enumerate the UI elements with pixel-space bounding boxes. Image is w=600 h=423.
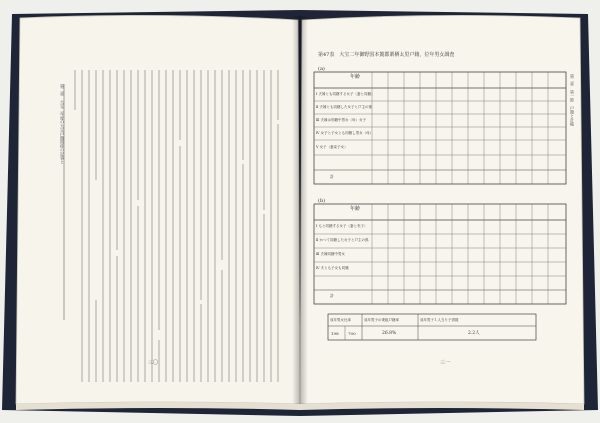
table-a-label: (a) xyxy=(318,66,325,72)
summary-header-1: 成年男女比率 xyxy=(330,318,351,322)
summary-header-2: 成年男子の乗組戸籍率 xyxy=(364,318,399,322)
row-label-b-3: Ⅲ 夫婦同籍中男女 xyxy=(316,252,345,256)
summary-value-1: 198 xyxy=(331,331,339,336)
summary-value-3: 26.8% xyxy=(382,331,397,336)
row-label-a-5: Ⅴ 女子（妻妾子女） xyxy=(316,145,348,149)
row-label-b-total: 計 xyxy=(330,293,334,298)
row-label-b-4: Ⅳ 夫とも子女も同籍 xyxy=(316,266,349,270)
page-number-right: 三一 xyxy=(440,360,451,366)
row-label-a-total: 計 xyxy=(330,174,334,179)
page-number-left: 三〇 xyxy=(148,360,159,366)
row-label-b-1: Ⅰ もと同籍する女子（妻と実子） xyxy=(316,224,368,228)
summary-value-4: 2.2人 xyxy=(468,331,480,336)
row-label-a-4: Ⅳ 女子と子女とも同籍し男女（母） xyxy=(316,131,374,135)
row-label-a-1: Ⅰ 夫婦とも同籍する女子（妻と同籍） xyxy=(316,92,375,96)
right-running-header: 第二章 第一節 戸籍と計帳 xyxy=(570,74,575,126)
row-label-a-3: Ⅲ 夫婦は別籍中男女（母）女子 xyxy=(316,118,366,122)
left-running-header: 第二章 大宝二年度の大宝戸籍関係の記事と xyxy=(60,84,65,164)
row-label-a-2: Ⅱ 夫婦とも同籍した女子と戸主の孫 xyxy=(316,105,372,109)
figure-title: 第47表 大宝二年御野国本簀郡栗栖太里戸籍，位年男女調査 xyxy=(318,52,455,58)
table-b-header: 年齢 xyxy=(350,206,361,212)
table-a-header: 年齢 xyxy=(350,74,361,80)
row-label-b-2: Ⅱ かつて同籍した女子と戸主の孫 xyxy=(316,238,369,242)
summary-header-3: 成年男子１人当り子供数 xyxy=(420,318,459,322)
summary-value-2: 700 xyxy=(348,331,356,336)
table-b-label: (b) xyxy=(318,198,326,204)
